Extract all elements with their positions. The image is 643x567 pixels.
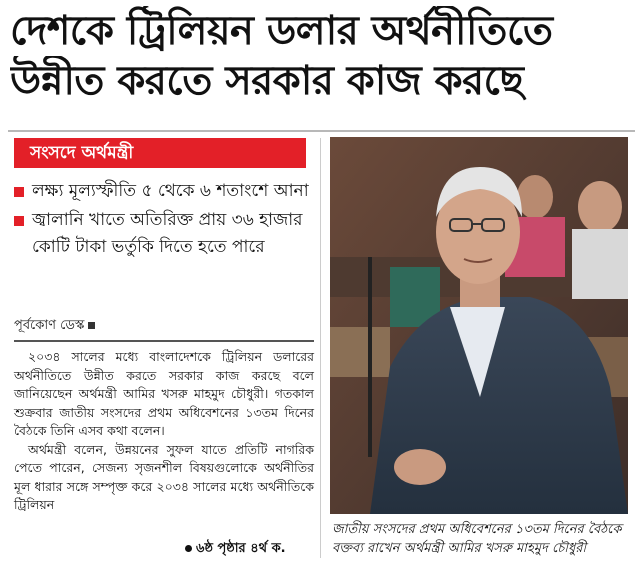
byline-divider (14, 340, 314, 342)
bullet-text: লক্ষ্য মূল্যস্ফীতি ৫ থেকে ৬ শতাংশে আনা (32, 181, 309, 201)
byline (14, 317, 95, 335)
bullet-item (14, 207, 314, 261)
headline-line-2: উন্নীত করতে সরকার কাজ করছে (10, 58, 524, 104)
bullet-item (14, 178, 314, 205)
section-tag: সংসদে অর্থমন্ত্রী (14, 138, 306, 168)
headline (10, 6, 635, 106)
photo-illustration (330, 137, 628, 514)
paragraph: ২০৩৪ সালের মধ্যে বাংলাদেশকে ট্রিলিয়ন ডলারের অর্থনীতিতে উন্নীত করতে সরকার কাজ করছে বলে জানিয়েছেন অর্থমন্ত্রী আমির খসরু মাহমুদ চৌধুরী। গতকাল শুক্রবার জাতীয় সংসদের প্রথম অধিবেশনের ১৩তম দিনের বৈঠকে তিনি এসব কথা বলেন। (14, 349, 314, 438)
continued-on (185, 539, 286, 560)
minister-photo (330, 137, 628, 514)
bullet-square-icon (14, 187, 24, 197)
article-body (14, 348, 314, 515)
photo-caption: জাতীয় সংসদের প্রথম অধিবেশনের ১৩তম দিনের বৈঠকে বক্তব্য রাখেন অর্থমন্ত্রী আমির খসরু মাহমুদ চৌধুরী (332, 522, 622, 556)
continued-on-text: ৬ষ্ঠ পৃষ্ঠার ৪র্থ ক. (196, 541, 286, 556)
byline-square-icon (88, 322, 95, 329)
bullet-text: জ্বালানি খাতে অতিরিক্ত প্রায় ৩৬ হাজার কোটি টাকা ভর্তুকি দিতে হতে পারে (32, 210, 303, 257)
byline-text: পূর্বকোণ ডেস্ক (14, 318, 85, 333)
paragraph: অর্থমন্ত্রী বলেন, উন্নয়নের সুফল যাতে প্রতিটি নাগরিক পেতে পারেন, সেজন্য সৃজনশীল বিষয়গুলোকে অর্থনীতির মূল ধারার সঙ্গে সম্পৃক্ত করে ২০৩৪ সালের মধ্যে অর্থনীতিকে ট্রিলিয়ন (14, 441, 314, 512)
highlight-bullets (14, 178, 314, 263)
bullet-dot-icon (185, 545, 192, 552)
column-divider (320, 138, 321, 558)
headline-rule (8, 130, 635, 132)
bullet-square-icon (14, 216, 24, 226)
headline-line-1: দেশকে ট্রিলিয়ন ডলার অর্থনীতিতে (10, 8, 553, 54)
